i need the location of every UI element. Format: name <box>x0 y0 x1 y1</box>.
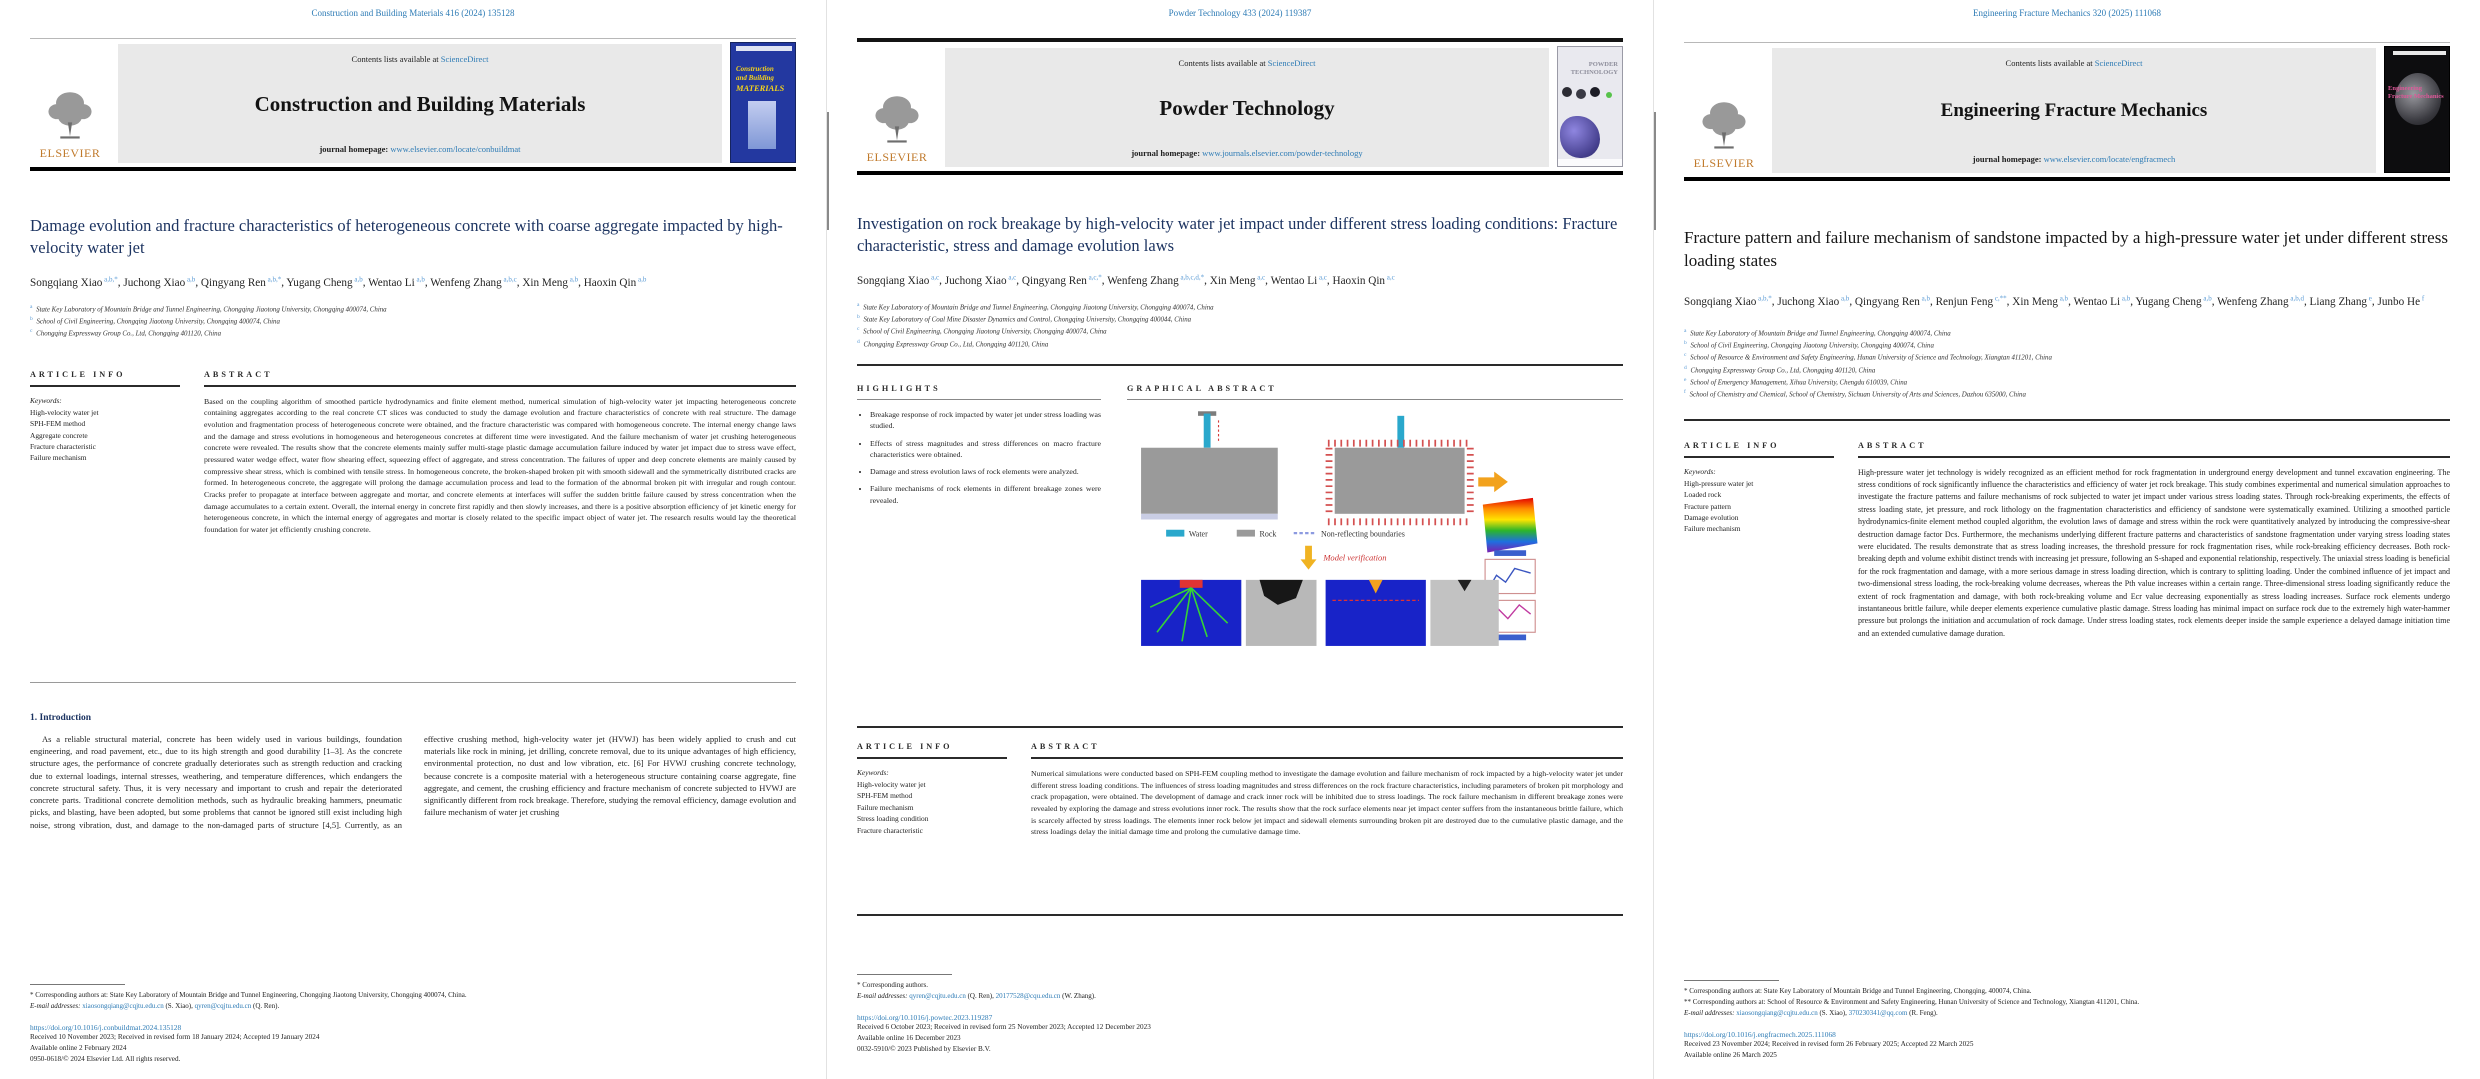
graphical-abstract-heading: GRAPHICAL ABSTRACT <box>1127 383 1277 393</box>
author-name: Wenfeng Zhang $^{a,b,d}$ <box>2217 294 2304 308</box>
author-name: Wentao Li $^{a,b}$ <box>368 274 425 289</box>
affiliation-line: $^a$ State Key Laboratory of Mountain Bridge and Tunnel Engineering, Chongqing Jiaotong University, Chongqing 400074, China <box>857 301 1214 311</box>
graphical-abstract-figure <box>1127 409 1623 676</box>
keywords-list <box>857 779 1007 836</box>
cover-strip <box>736 46 792 51</box>
affiliation-line: $^c$ Chongqing Expressway Group Co., Ltd, Chongqing 401120, China <box>30 328 222 338</box>
sciencedirect-link[interactable]: ScienceDirect <box>2094 58 2143 68</box>
paper-page-cbm <box>0 0 826 1079</box>
list-item: Loaded rock <box>1684 490 1722 500</box>
list-item: • Damage and stress evolution laws of rock elements were analyzed. <box>870 466 1101 477</box>
affiliation-line: $^a$ State Key Laboratory of Mountain Bridge and Tunnel Engineering, Chongqing Jiaotong University, Chongqing 400074, China <box>30 303 387 313</box>
keywords-list <box>1684 478 1834 535</box>
journal-homepage-link[interactable]: www.elsevier.com/locate/conbuildmat <box>390 144 521 154</box>
keywords-list <box>30 407 180 464</box>
svg-text:Water: Water <box>1188 529 1208 539</box>
received-dates: Received 23 November 2024; Received in revised form 26 February 2025; Accepted 22 March 2025 <box>1684 1039 1974 1048</box>
journal-title: Construction and Building Materials <box>254 91 586 116</box>
elsevier-logo <box>857 48 937 167</box>
available-online: Available online 26 March 2025 <box>1684 1050 1777 1059</box>
abstract-heading: ABSTRACT <box>1031 741 1100 751</box>
received-dates: Received 10 November 2023; Received in revised form 18 January 2024; Accepted 19 January 2024 <box>30 1032 320 1041</box>
introduction-section <box>30 713 796 945</box>
header-divider <box>857 171 1623 175</box>
divider <box>30 385 180 387</box>
article-info-heading: ARTICLE INFO <box>30 369 126 379</box>
email-line <box>30 1001 796 1012</box>
abstract-column <box>1858 441 2450 859</box>
elsevier-wordmark: ELSEVIER <box>1693 156 1755 170</box>
list-item: SPH-FEM method <box>30 419 86 429</box>
author-name: Junbo He $^f$ <box>2377 294 2425 308</box>
author-name: Juchong Xiao $^{a,c}$ <box>944 272 1017 287</box>
author-name: Songqiang Xiao $^{a,b,*}$ <box>1684 294 1772 308</box>
sciencedirect-link[interactable]: ScienceDirect <box>1267 58 1316 68</box>
doi-link[interactable]: https://doi.org/10.1016/j.powtec.2023.119287 <box>857 1012 993 1022</box>
email-label: E-mail addresses: <box>30 1001 81 1010</box>
article-info-abstract-block <box>30 370 796 664</box>
abstract-heading: ABSTRACT <box>204 369 273 379</box>
contents-line <box>955 58 1539 68</box>
abstract-text: Numerical simulations were conducted based on SPH-FEM coupling method to investigate the damage evolution and failure mechanism of rock impacted by a high-velocity water jet under different stress loading conditions. The influences of stress loading magnitudes and stress differences on the rock fracture characteristics, including parameters of broken pit morphology and crack propagation, were obtained. The development of damage and crack inner rock will be inhibited due to stress loadings. The rock failure mechanism in different breakage zones were revealed by exploring the damage and stress evolutions inner rock. The results show that the rock surface elements near jet impact center suffers from the instantaneous brittle failure, which is scarcely affected by stress loadings. The elements inner rock below jet impact and sidewall elements surrounding broken pit are destroyed due to the cumulative plastic damage, and the stress loadings delay the initial damage time and prolong the cumulative damage time. <box>1031 768 1623 837</box>
email-label: E-mail addresses: <box>857 991 908 1000</box>
divider <box>857 364 1623 366</box>
section-heading: 1. Introduction <box>30 712 92 723</box>
homepage-line <box>1782 154 2366 164</box>
email-owner: (S. Xiao), <box>165 1001 193 1010</box>
corresponding-author-note: * Corresponding authors. <box>857 980 928 989</box>
keywords-label: Keywords: <box>1684 466 1716 476</box>
elsevier-tree-icon <box>44 89 96 145</box>
divider <box>857 726 1623 728</box>
article-info-column <box>857 742 1007 908</box>
cover-title: Engineering Fracture Mechanics <box>2388 85 2444 101</box>
graphical-abstract-column <box>1127 384 1623 716</box>
divider <box>1684 419 2450 421</box>
author-list: Songqiang Xiao $^{a,c}$, Juchong Xiao $^{a,c}$, Qingyang Ren $^{a,c,*}$, Wenfeng Zhang $^{a,b,c,d,*}$, Xin Meng $^{a,c}$, Wentao Li $^{a,c}$, Haoxin Qin $^{a,c}$ <box>857 272 1395 287</box>
email-link[interactable]: xiaosongqiang@cqjtu.edu.cn <box>82 1001 164 1010</box>
elsevier-wordmark: ELSEVIER <box>39 146 101 160</box>
elsevier-tree-icon <box>1698 99 1750 155</box>
journal-cover-thumbnail <box>1557 46 1623 167</box>
page-footer <box>1684 980 2450 1061</box>
homepage-line <box>128 144 712 154</box>
elsevier-logo <box>30 44 110 163</box>
affiliation-line: $^b$ School of Civil Engineering, Chongqing Jiaotong University, Chongqing 400074, China <box>30 315 280 326</box>
list-item: • Failure mechanisms of rock elements in different breakage zones were revealed. <box>870 483 1101 506</box>
paper-title: Damage evolution and fracture characteristics of heterogeneous concrete with coarse aggregate impacted by high-velocity water jet <box>30 216 783 257</box>
author-name: Xin Meng $^{a,b}$ <box>2012 294 2069 308</box>
author-name: Xin Meng $^{a,b}$ <box>522 274 579 289</box>
abstract-heading: ABSTRACT <box>1858 440 1927 450</box>
cover-graphic <box>748 101 776 149</box>
scan-edge <box>1654 112 1656 230</box>
elsevier-tree-icon <box>871 93 923 149</box>
received-dates: Received 6 October 2023; Received in revised form 25 November 2023; Accepted 12 December 2023 <box>857 1022 1151 1031</box>
affiliation-line: $^c$ School of Civil Engineering, Chongqing Jiaotong University, Chongqing 400074, China <box>857 326 1107 336</box>
journal-cover-thumbnail <box>730 42 796 163</box>
author-list: Songqiang Xiao $^{a,b,*}$, Juchong Xiao $^{a,b}$, Qingyang Ren $^{a,b}$, Renjun Feng $^{c,**}$, Xin Meng $^{a,b}$, Wentao Li $^{a,b}$, Yugang Cheng $^{a,b}$, Wenfeng Zhang $^{a,b,d}$, Liang Zhang $^e$, Junbo He $^f$ <box>1684 294 2425 308</box>
divider <box>30 682 796 683</box>
journal-title: Powder Technology <box>1159 95 1335 120</box>
journal-banner <box>1772 48 2376 173</box>
journal-header <box>30 38 796 163</box>
header-divider <box>1684 177 2450 181</box>
list-item: Fracture characteristic <box>30 441 96 451</box>
corresponding-author-note: * Corresponding authors at: State Key Laboratory of Mountain Bridge and Tunnel Engineering, Chongqing Jiaotong University, Chongqing 400074, China. <box>30 990 467 999</box>
author-name: Liang Zhang $^e$ <box>2309 294 2372 308</box>
author-name: Wentao Li $^{a,b}$ <box>2073 294 2131 308</box>
email-link[interactable]: xiaosongqiang@cqjtu.edu.cn <box>1736 1008 1818 1017</box>
affiliation-line: $^c$ School of Resource & Environment and Safety Engineering, Hunan University of Science and Technology, Xiangtan 411201, China <box>1684 352 2052 362</box>
affiliation-line: $^e$ School of Emergency Management, Xihua University, Chengdu 610039, China <box>1684 376 1908 387</box>
journal-header <box>857 38 1623 167</box>
doi-link[interactable]: https://doi.org/10.1016/j.conbuildmat.2024.135128 <box>30 1022 182 1032</box>
abstract-column <box>1031 742 1623 908</box>
list-item: • Effects of stress magnitudes and stress differences on macro fracture characteristics were obtained. <box>870 438 1101 461</box>
abstract-text: High-pressure water jet technology is widely recognized as an efficient method for rock fragmentation in underground energy development and tunnel excavation engineering. The stress conditions of rock significantly influence the characteristics and efficiency of water jet rock breakage. This study combines experimental and numerical simulation approaches to investigate the fracture patterns and failure mechanisms of rock subjected to water jet impact under various stress loading states. Through rock-breaking experiments, the effects of stress loading state, jet pressure, and rock lithology on the fragmentation characteristics and efficiency of sandstone were systematically examined. Utilizing a smoothed particle hydrodynamics-finite element method coupled algorithm, the evolution laws of damage and stress within the rock were quantitatively analyzed by introducing the compressive-shear destruction damage factor Dcs. Furthermore, the mechanisms underlying different fracture patterns and characteristics of sandstone fragmentation under varying stress loading states were elucidated. The results demonstrate that as stress loading increases, the threshold pressure for rock fragmentation rises, while rock-breaking efficiency decreases. Both rock-breaking depth and volume exhibit distinct trends with increasing jet pressure, following an S-shaped and exponential relationship, respectively. The uniaxial stress loading is beneficial for the rock fragmentation and damage, with a more serious damage in stress loading direction, which is contrary to splitting loading. Under the combined influence of jet impact and two-dimensional stress loading, the rock-breaking volume decreases, whereas the Pth value increases within a certain range. Three-dimensional stress loading significantly reduce the extent of rock fragmentation and damage, with both rock-breaking volume and Ecr value decreasing exponentially as stress loading increases. Surface rock elements undergo instantaneous brittle failure, while deeper elements experience cumulative plastic damage. Stress loading has minimal impact on surface rock due to the extremely high water-hammer pressure but prolongs the initiation and accumulation of rock damage. Under stress loading states, rock elements deeper inside the sample experience a delayed damage initiation time and an extended cumulative damage duration. <box>1858 467 2450 638</box>
svg-text:Model verification: Model verification <box>1323 552 1387 563</box>
journal-cover-thumbnail <box>2384 46 2450 173</box>
introduction-paragraph: As a reliable structural material, concrete has been widely used in various buildings, foundation engineering, and road pavement, etc., due to its high strength and good durability [1–3]. As the concrete structure ages, the performance of concrete gradually deteriorates such as strength reduction and cracking due to external loadings, internal stresses, weathering, and temperature differences, which endangers the concrete structural safety. Thus, it is very necessary and important to crush and repair the deteriorated concrete parts. Traditional concrete demolition methods, such as hydraulic breaking hammers, pneumatic picks, and blasting, have been adopted, but some problems that cannot be ignored still exist including high noise, strong vibration, dust, and damage to the non-damaged parts of structure [4,5]. Currently, as an effective crushing method, high-velocity water jet (HVWJ) has been widely applied to crush and cut materials like rock in mining, jet drilling, concrete removal, due to its unique advantages of high efficiency, environmental protection, no dust and low vibration, etc. [6] For HVWJ crushing concrete technology, because concrete is a composite material with a heterogeneous structure containing coarse aggregate, fine aggregate, and cement, the crushing efficiency and fracture mechanism of concrete subjected to HVWJ are significantly different from rock breakage. Therefore, studying the removal efficiency, damage evolution and failure mechanism of water jet crushing <box>30 733 796 830</box>
journal-banner <box>945 48 1549 167</box>
journal-citation: Powder Technology 433 (2024) 119387 <box>1168 8 1312 18</box>
author-name: Songqiang Xiao $^{a,b,*}$ <box>30 274 118 289</box>
issn-copyright: 0032-5910/© 2023 Published by Elsevier B.V. <box>857 1044 991 1053</box>
author-name: Haoxin Qin $^{a,c}$ <box>1332 272 1395 287</box>
corresponding-author-note: * Corresponding authors at: State Key Laboratory of Mountain Bridge and Tunnel Engineering, Chongqing, 400074, China. <box>1684 987 2032 996</box>
author-name: Songqiang Xiao $^{a,c}$ <box>857 272 940 287</box>
introduction-text <box>30 733 796 945</box>
author-list: Songqiang Xiao $^{a,b,*}$, Juchong Xiao $^{a,b}$, Qingyang Ren $^{a,b,*}$, Yugang Cheng $^{a,b}$, Wentao Li $^{a,b}$, Wenfeng Zhang $^{a,b,c}$, Xin Meng $^{a,b}$, Haoxin Qin $^{a,b}$ <box>30 274 647 289</box>
journal-citation: Construction and Building Materials 416 (2024) 135128 <box>311 8 515 18</box>
elsevier-logo <box>1684 48 1764 173</box>
list-item: Failure mechanism <box>30 453 87 463</box>
email-owner: (S. Xiao), <box>1819 1008 1847 1017</box>
article-info-heading: ARTICLE INFO <box>1684 440 1780 450</box>
homepage-label: journal homepage: <box>1972 154 2042 164</box>
cover-title: Construction and Building MATERIALS <box>736 65 785 93</box>
article-info-abstract-block <box>857 742 1623 908</box>
list-item: Fracture pattern <box>1684 501 1731 511</box>
list-item: Failure mechanism <box>857 802 914 812</box>
doi-link[interactable]: https://doi.org/10.1016/j.engfracmech.2025.111068 <box>1684 1029 1836 1039</box>
list-item: Damage evolution <box>1684 513 1739 523</box>
email-owner: (Q. Ren), <box>967 991 994 1000</box>
email-link[interactable]: 20177528@cqu.edu.cn <box>995 991 1061 1000</box>
elsevier-wordmark: ELSEVIER <box>866 150 928 164</box>
journal-banner <box>118 44 722 163</box>
affiliation-line: $^b$ School of Civil Engineering, Chongqing Jiaotong University, Chongqing 400074, China <box>1684 339 1934 350</box>
down-arrow-icon <box>1301 546 1317 570</box>
page-footer <box>30 984 796 1065</box>
journal-citation: Engineering Fracture Mechanics 320 (2025) 111068 <box>1972 8 2162 18</box>
author-name: Yugang Cheng $^{a,b}$ <box>2135 294 2212 308</box>
sciencedirect-link[interactable]: ScienceDirect <box>440 54 489 64</box>
highlights-graphical-block <box>857 384 1623 716</box>
email-line <box>1684 1008 2450 1019</box>
homepage-label: journal homepage: <box>1131 148 1201 158</box>
author-name: Qingyang Ren $^{a,c,*}$ <box>1021 272 1102 287</box>
highlights-column <box>857 384 1101 716</box>
article-info-heading: ARTICLE INFO <box>857 741 953 751</box>
svg-text:Rock: Rock <box>1259 529 1277 539</box>
author-name: Qingyang Ren $^{a,b}$ <box>1854 294 1930 308</box>
keywords-label: Keywords: <box>30 395 62 405</box>
graphical-abstract-image <box>1127 409 1547 671</box>
email-link[interactable]: qyren@cqjtu.edu.cn <box>194 1001 252 1010</box>
homepage-line <box>955 148 1539 158</box>
author-name: Haoxin Qin $^{a,b}$ <box>583 274 647 289</box>
author-name: Renjun Feng $^{c,**}$ <box>1935 294 2007 308</box>
email-owner: (R. Feng). <box>1909 1008 1938 1017</box>
contents-line <box>128 54 712 64</box>
journal-homepage-link[interactable]: www.journals.elsevier.com/powder-technology <box>1202 148 1363 158</box>
paper-page-powder-technology <box>826 0 1653 1079</box>
divider <box>1858 456 2450 458</box>
svg-text:Non-reflecting boundaries: Non-reflecting boundaries <box>1321 529 1405 539</box>
article-info-column <box>1684 441 1834 859</box>
author-name: Wentao Li $^{a,c}$ <box>1270 272 1327 287</box>
list-item: Failure mechanism <box>1684 524 1741 534</box>
keywords-label: Keywords: <box>857 767 889 777</box>
email-owner: (Q. Ren). <box>253 1001 280 1010</box>
email-line <box>857 991 1623 1002</box>
list-item: Stress loading condition <box>857 814 929 824</box>
divider <box>1031 757 1623 759</box>
author-name: Juchong Xiao $^{a,b}$ <box>123 274 196 289</box>
footnote-rule <box>1684 980 1779 981</box>
header-divider <box>30 167 796 171</box>
email-link[interactable]: 370230341@qq.com <box>1848 1008 1908 1017</box>
cover-graphic <box>1562 87 1572 97</box>
corresponding-author-note-2: ** Corresponding authors at: School of Resource & Environment and Safety Engineering, Hunan University of Science and Technology, Xiangtan 411201, China. <box>1684 998 2140 1006</box>
author-name: Qingyang Ren $^{a,b,*}$ <box>200 274 282 289</box>
contents-text: Contents lists available at <box>1178 58 1266 68</box>
abstract-column <box>204 370 796 664</box>
divider <box>857 399 1101 400</box>
email-link[interactable]: qyren@cqjtu.edu.cn <box>909 991 966 1000</box>
list-item: High-pressure water jet <box>1684 478 1754 488</box>
affiliation-line: $^a$ State Key Laboratory of Mountain Bridge and Tunnel Engineering, Chongqing 400074, China <box>1684 327 1951 337</box>
affiliation-line: $^d$ Chongqing Expressway Group Co., Ltd, Chongqing 401120, China <box>857 338 1049 348</box>
right-arrow-icon <box>1478 472 1508 493</box>
available-online: Available online 16 December 2023 <box>857 1033 961 1042</box>
journal-header <box>1684 42 2450 173</box>
page-footer <box>857 974 1623 1055</box>
divider <box>204 385 796 387</box>
abstract-text: Based on the coupling algorithm of smoothed particle hydrodynamics and finite element method, numerical simulation of high-velocity water jet impacting heterogeneous concrete containing aggregates according to the real concrete CT slices was conducted to study the damage evolution and fracture characteristics of concrete with real structure. The damage evolution and fragmentation process of heterogeneous concrete were obtained, and the fracture characteristic was compared with homogeneous concrete. The internal energy change laws and the damage and stress evolutions in homogeneous and heterogeneous concretes at different time were investigated. And the failure mechanism of water jet crushing heterogeneous concrete were revealed. The results show that the concrete elements mainly suffer multi-stage plastic damage accumulation failure induced by water jet impact due to stress wave effect, pressured water wedge effect, water flow shearing effect, squeezing effect of aggregate, and stress concentration. The failures of upper and deep concrete elements are mainly caused by compressive shear stress, which is combined with tensile stress. In homogeneous concrete, the broken-shaped broken pit with smooth sidewall and the symmetrically distributed cracks are formed. In heterogeneous concrete, the aggregate will prolong the damage accumulation process and lead to the formation of the abnormal broken pit with irregular and rough contour. Cracks prefer to propagate at interface between aggregate and mortar, and concrete elements at interfaces will suffer the sudden brittle failure caused by stress concentration when the damage accumulates to a certain extent. Overall, the internal energy in concrete first rapidly and then slowly increases, and there is a positive absorption efficiency of jet kinetic energy for heterogeneous concrete, in which the internal energy of aggregates and mortar is closely related to the specific impact object of water jet. The research results would lay the theoretical foundation for water jet efficiently crushing concrete. <box>204 396 796 535</box>
journal-homepage-link[interactable]: www.elsevier.com/locate/engfracmech <box>2043 154 2176 164</box>
list-item: Fracture characteristic <box>857 825 923 835</box>
affiliation-list <box>857 301 1623 350</box>
divider <box>857 757 1007 759</box>
contents-text: Contents lists available at <box>351 54 439 64</box>
author-name: Juchong Xiao $^{a,b}$ <box>1777 294 1850 308</box>
cover-title: POWDER TECHNOLOGY <box>1570 61 1618 76</box>
cover-strip <box>2393 51 2446 55</box>
author-name: Wenfeng Zhang $^{a,b,c}$ <box>430 274 517 289</box>
paper-page-efm <box>1653 0 2480 1079</box>
cover-graphic <box>1560 116 1600 158</box>
divider <box>1127 399 1623 400</box>
affiliation-line: $^b$ State Key Laboratory of Coal Mine Disaster Dynamics and Control, Chongqing University, Chongqing 400044, China <box>857 313 1192 324</box>
author-name: Yugang Cheng $^{a,b}$ <box>286 274 363 289</box>
cover-strip <box>1558 159 1622 166</box>
affiliation-list <box>1684 327 2450 401</box>
highlights-list <box>857 409 1101 506</box>
homepage-label: journal homepage: <box>319 144 389 154</box>
paper-title: Investigation on rock breakage by high-velocity water jet impact under different stress loading conditions: Fracture characteristic, stress and damage evolution laws <box>857 214 1618 255</box>
divider <box>1684 456 1834 458</box>
affiliation-list <box>30 303 796 340</box>
list-item: Aggregate concrete <box>30 430 88 440</box>
list-item: • Breakage response of rock impacted by water jet under stress loading was studied. <box>870 409 1101 432</box>
article-info-column <box>30 370 180 664</box>
author-name: Wenfeng Zhang $^{a,b,c,d,*}$ <box>1107 272 1205 287</box>
email-owner: (W. Zhang). <box>1062 991 1096 1000</box>
affiliation-line: $^f$ School of Chemistry and Chemical, School of Chemistry, Sichuan University of Arts and Sciences, Dazhou 635000, China <box>1684 389 2026 399</box>
available-online: Available online 2 February 2024 <box>30 1043 127 1052</box>
footnote-rule <box>30 984 125 985</box>
contents-line <box>1782 58 2366 68</box>
scan-edge <box>827 112 829 230</box>
affiliation-line: $^d$ Chongqing Expressway Group Co., Ltd, Chongqing 401120, China <box>1684 364 1876 374</box>
author-name: Xin Meng $^{a,c}$ <box>1209 272 1266 287</box>
contents-text: Contents lists available at <box>2005 58 2093 68</box>
email-label: E-mail addresses: <box>1684 1008 1735 1017</box>
footnote-rule <box>857 974 952 975</box>
divider <box>857 914 1623 916</box>
list-item: SPH-FEM method <box>857 791 913 801</box>
paper-title: Fracture pattern and failure mechanism of sandstone impacted by a high-pressure water jet under different stress loading states <box>1684 228 2448 270</box>
list-item: High-velocity water jet <box>857 779 926 789</box>
list-item: High-velocity water jet <box>30 407 99 417</box>
journal-title: Engineering Fracture Mechanics <box>1940 100 2208 121</box>
issn-copyright: 0950-0618/© 2024 Elsevier Ltd. All rights reserved. <box>30 1054 181 1063</box>
highlights-heading: HIGHLIGHTS <box>857 383 941 393</box>
article-info-abstract-block <box>1684 441 2450 859</box>
